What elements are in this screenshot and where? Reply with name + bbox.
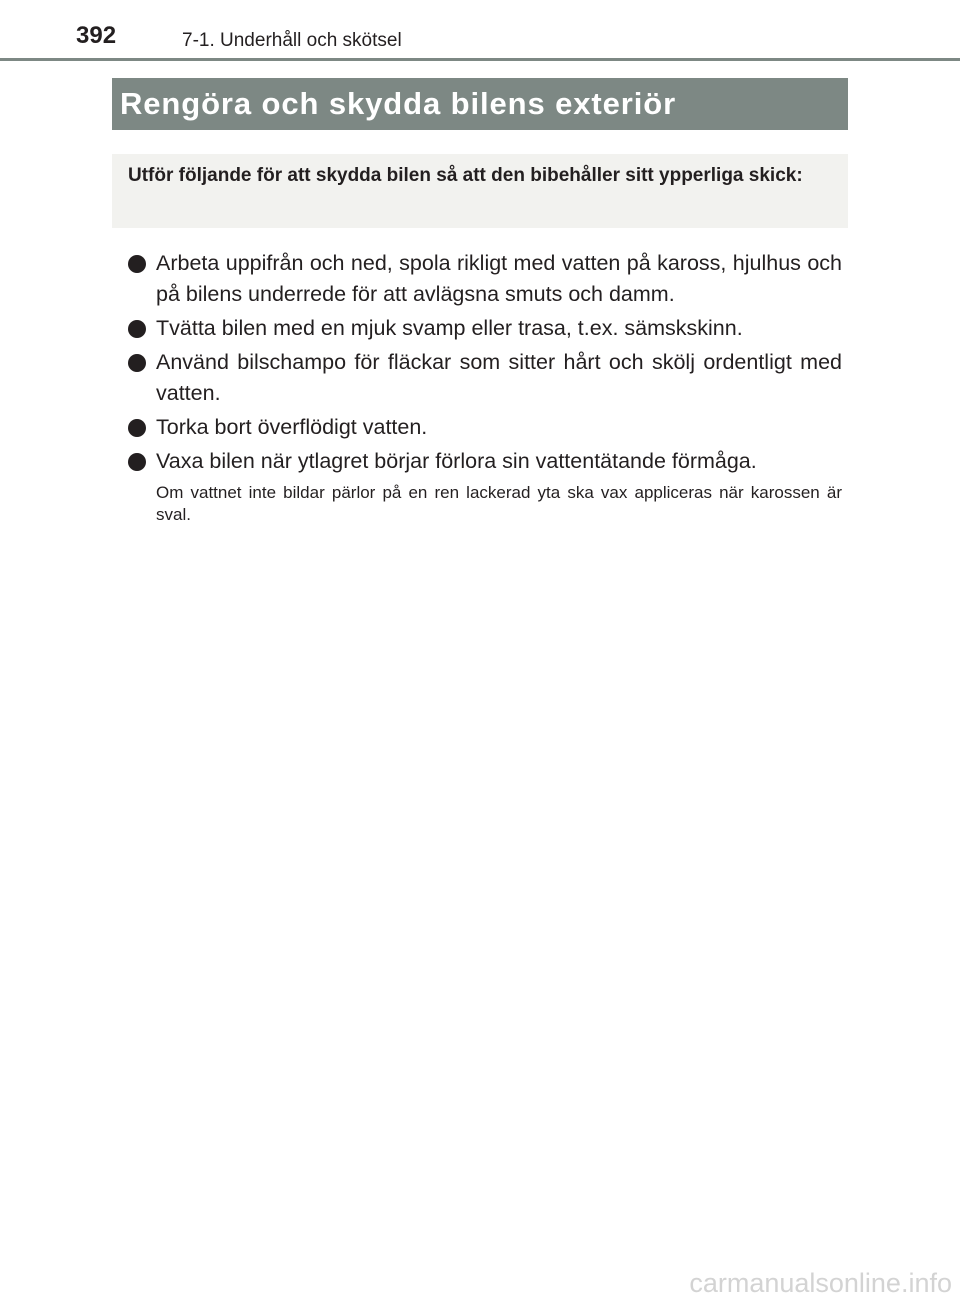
section-label: 7-1. Underhåll och skötsel xyxy=(182,30,402,51)
bullet-text: Använd bilschampo för fläckar som sitter hårt och skölj ordentligt med vatten. xyxy=(156,350,842,405)
bullet-text: Torka bort överflödigt vatten. xyxy=(156,415,428,439)
bullet-list xyxy=(126,248,842,480)
bullet-text: Tvätta bilen med en mjuk svamp eller trasa, t.ex. sämskskinn. xyxy=(156,316,743,340)
header-rule xyxy=(0,58,960,61)
bullet-icon xyxy=(128,354,146,372)
bullet-item xyxy=(126,446,842,477)
bullet-text: Arbeta uppifrån och ned, spola rikligt med vatten på kaross, hjulhus och på bilens underrede för att avlägsna smuts och damm. xyxy=(156,251,842,306)
bullet-text: Vaxa bilen när ytlagret börjar förlora sin vattentätande förmåga. xyxy=(156,449,757,473)
page-number: 392 xyxy=(76,22,117,49)
watermark: carmanualsonline.info xyxy=(689,1268,952,1298)
bullet-item xyxy=(126,412,842,443)
bullet-item xyxy=(126,313,842,344)
bullet-item xyxy=(126,347,842,409)
bullet-icon xyxy=(128,419,146,437)
bullet-item xyxy=(126,248,842,310)
title-bar xyxy=(112,78,848,130)
note-text: Om vattnet inte bildar pärlor på en ren lackerad yta ska vax appliceras när karossen är sval. xyxy=(156,483,842,524)
page-header xyxy=(0,0,960,64)
bullet-icon xyxy=(128,453,146,471)
intro-text: Utför följande för att skydda bilen så att den bibehåller sitt ypperliga skick: xyxy=(128,165,803,186)
page-title: Rengöra och skydda bilens exteriör xyxy=(120,86,677,121)
bullet-icon xyxy=(128,320,146,338)
bullet-icon xyxy=(128,255,146,273)
intro-box xyxy=(112,154,848,228)
